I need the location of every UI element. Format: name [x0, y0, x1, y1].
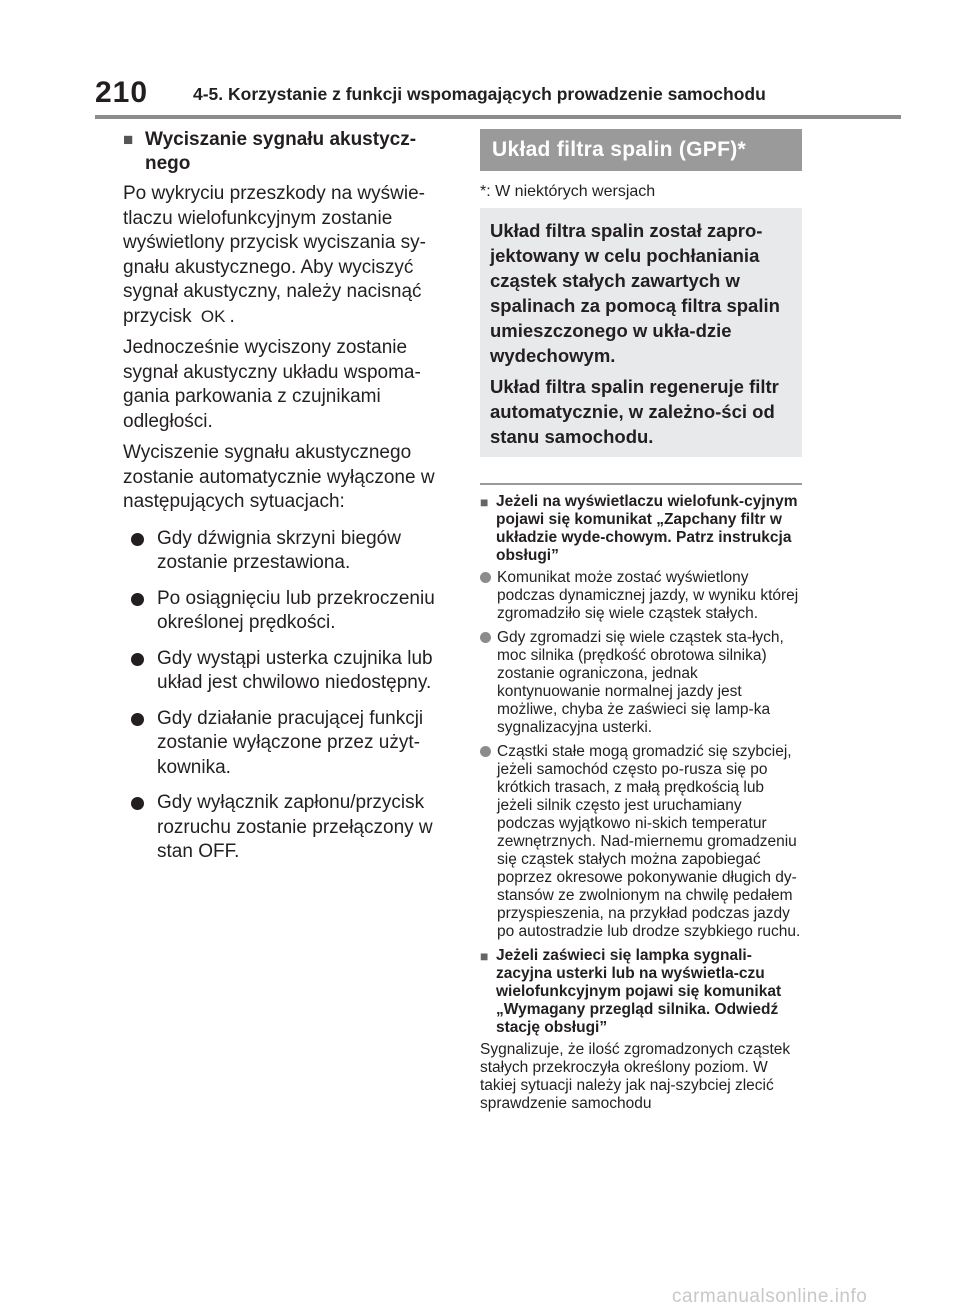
list-item-text: Gdy dźwignia skrzyni biegów zostanie przestawiona. [157, 527, 401, 573]
mute-heading-text: Wyciszanie sygnału akustycz-nego [145, 129, 417, 174]
square-marker-icon: ■ [480, 494, 489, 510]
bullet-dot-icon [131, 593, 144, 606]
list-item-text: Komunikat może zostać wyświetlony podczas dynamicznej jazdy, w wyniku której zgromadziło się wiele cząstek stałych. [497, 569, 799, 622]
list-item [123, 647, 453, 696]
list-item [123, 707, 453, 781]
list-item-text: Gdy wystąpi usterka czujnika lub układ jest chwilowo niedostępny. [157, 647, 433, 693]
engine-check-heading [480, 947, 802, 1037]
bullet-dot-icon [480, 572, 491, 583]
bullet-dot-icon [480, 746, 491, 757]
list-item [123, 587, 453, 636]
engine-check-paragraph: Sygnalizuje, że ilość zgromadzonych cząstek stałych przekroczyła określony poziom. W takiej sytuacji należy jak naj-szybciej zlecić sprawdzenie samochodu [480, 1041, 791, 1112]
square-marker-icon: ■ [480, 948, 489, 964]
list-item [480, 569, 802, 623]
watermark: carmanualsonline.info [672, 1286, 868, 1307]
list-item-text: Cząstki stałe mogą gromadzić się szybciej, jeżeli samochód często po-rusza się po krótkich trasach, z małą prędkością lub jeżeli silnik często jest uruchamiany podczas wyjątkowo ni-skich temperatur zewnętrznych. Nad-miernemu gromadzeniu się cząstek stałych można zapobiegać poprzez okresowe pokonywanie długich dy-stansów ze zwolnionym na chwilę pedałem przyspieszenia, na przykład podczas jazdy po autostradzie lub drodze szybkiego ruchu. [497, 743, 801, 940]
mute-paragraph-1-text: Po wykryciu przeszkody na wyświe-tlaczu wielofunkcyjnym zostanie wyświetlony przycisk wyciszania sy-gnału akustycznego. Aby wyciszyć sygnał akustyczny, należy nacisnąć przycisk [123, 183, 427, 327]
list-item-text: Gdy zgromadzi się wiele cząstek sta-łych, moc silnika (prędkość obrotowa silnika) zostanie ograniczona, jednak kontynuowanie normalnej jazdy jest możliwe, chyba że zaświeci się lamp-ka sygnalizacyjna usterki. [497, 629, 784, 736]
bullet-dot-icon [131, 797, 144, 810]
right-column [480, 128, 802, 1113]
mute-paragraph-3: Wyciszenie sygnału akustycznego zostanie automatycznie wyłączone w następujących sytuacjach: [123, 442, 435, 512]
section-divider [480, 483, 802, 485]
footnote: *: W niektórych wersjach [480, 183, 656, 200]
square-marker-icon: ■ [123, 130, 134, 149]
bullet-dot-icon [131, 533, 144, 546]
ok-button-icon: OK [200, 306, 226, 326]
mute-paragraph-1 [123, 182, 453, 329]
bullet-dot-icon [480, 632, 491, 643]
gpf-banner: Układ filtra spalin (GPF)* [480, 129, 802, 171]
list-item [123, 791, 453, 865]
gpf-info-paragraph-2: Układ filtra spalin regeneruje filtr automatycznie, w zależno-ści od stanu samochodu. [490, 376, 779, 447]
gpf-info-paragraph-1: Układ filtra spalin został zapro-jektowany w celu pochłaniania cząstek stałych zawartych w spalinach za pomocą filtra spalin umieszczonego w ukła-dzie wydechowym. [490, 220, 780, 366]
filter-clogged-heading-text: Jeżeli na wyświetlaczu wielofunk-cyjnym pojawi się komunikat „Zapchany filtr w układzie wyde-chowym. Patrz instrukcja obsługi” [496, 493, 798, 564]
page-number: 210 [95, 76, 149, 109]
list-item [480, 743, 802, 941]
filter-clogged-heading [480, 493, 802, 565]
list-item-text: Gdy działanie pracującej funkcji zostanie wyłączone przez użyt-kownika. [157, 707, 424, 778]
mute-paragraph-2: Jednocześnie wyciszony zostanie sygnał akustyczny układu wspoma-gania parkowania z czujnikami odległości. [123, 337, 421, 432]
list-item-text: Gdy wyłącznik zapłonu/przycisk rozruchu zostanie przełączony w stan OFF. [157, 792, 433, 862]
header-rule [95, 115, 901, 119]
list-item [123, 527, 453, 576]
mute-paragraph-1-end: . [229, 305, 235, 327]
bullet-dot-icon [131, 713, 144, 726]
mute-heading [123, 128, 453, 176]
left-column [123, 128, 453, 876]
engine-check-heading-text: Jeżeli zaświeci się lampka sygnali-zacyjna usterki lub na wyświetla-czu wielofunkcyjnym pojawi się komunikat „Wymagany przegląd silnika. Odwiedź stację obsługi” [496, 947, 782, 1036]
bullet-dot-icon [131, 653, 144, 666]
section-title: 4-5. Korzystanie z funkcji wspomagających prowadzenie samochodu [193, 84, 766, 104]
list-item [480, 629, 802, 737]
list-item-text: Po osiągnięciu lub przekroczeniu określonej prędkości. [157, 587, 435, 633]
gpf-info-box [480, 208, 802, 457]
